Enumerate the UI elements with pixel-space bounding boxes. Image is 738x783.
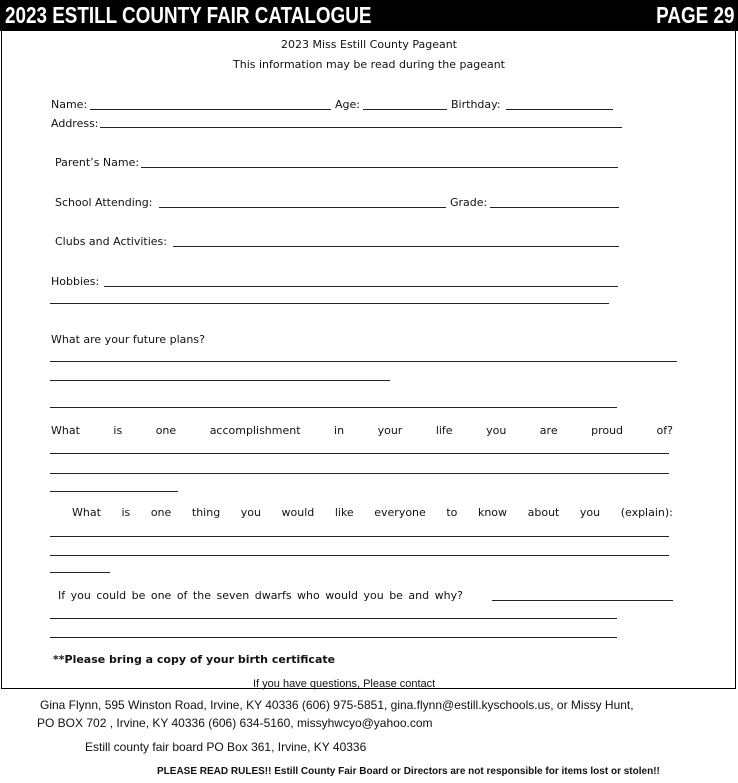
know-about-you-question (72, 506, 673, 519)
catalogue-header (0, 0, 738, 31)
know-word: everyone (374, 506, 426, 519)
form-subtitle: This information may be read during the pageant (233, 58, 505, 71)
acc-word: proud (591, 424, 624, 437)
future-plans-line-1[interactable] (50, 361, 677, 362)
rules-notice: PLEASE READ RULES!! Estill County Fair Board or Directors are not responsible for items lost or stolen!! (157, 766, 660, 777)
clubs-field[interactable] (173, 246, 619, 247)
age-field[interactable] (363, 109, 447, 110)
age-label: Age: (335, 98, 360, 111)
dwarfs-line-2[interactable] (50, 618, 617, 619)
dwarfs-field[interactable] (492, 600, 673, 601)
accomplishment-question (51, 424, 673, 437)
know-word: What (72, 506, 101, 519)
acc-word: in (334, 424, 345, 437)
accomplishment-line-3[interactable] (50, 491, 178, 492)
acc-word: are (539, 424, 558, 437)
know-word: you (240, 506, 261, 519)
parents-name-label: Parent’s Name: (55, 156, 140, 169)
acc-word: you (486, 424, 507, 437)
name-field[interactable] (90, 109, 331, 110)
address-field[interactable] (100, 127, 622, 128)
contact-line-1: Gina Flynn, 595 Winston Road, Irvine, KY 40336 (606) 975-5851, gina.flynn@estill.kyschools.us, or Missy Hunt, (40, 698, 634, 712)
know-word: you (579, 506, 601, 519)
know-word: thing (191, 506, 221, 519)
dwarfs-line-3[interactable] (50, 637, 617, 638)
birth-certificate-note: **Please bring a copy of your birth certificate (53, 653, 336, 666)
know-word: one (150, 506, 172, 519)
hobbies-field-line-2[interactable] (50, 303, 609, 304)
future-plans-label: What are your future plans? (51, 333, 205, 346)
know-about-you-line-2[interactable] (50, 555, 669, 556)
catalogue-title: 2023 ESTILL COUNTY FAIR CATALOGUE (5, 2, 372, 28)
acc-word: of? (656, 424, 673, 437)
name-label: Name: (51, 98, 88, 111)
birthday-field[interactable] (506, 109, 613, 110)
birthday-label: Birthday: (451, 98, 501, 111)
page-number: PAGE 29 (655, 2, 734, 28)
know-about-you-line-3[interactable] (50, 572, 110, 573)
school-field[interactable] (159, 207, 446, 208)
know-word: about (527, 506, 560, 519)
acc-word: your (377, 424, 403, 437)
future-plans-line-3[interactable] (50, 407, 617, 408)
hobbies-label: Hobbies: (51, 275, 100, 288)
grade-label: Grade: (450, 196, 488, 209)
future-plans-line-2[interactable] (50, 380, 390, 381)
acc-word: accomplishment (209, 424, 301, 437)
grade-field[interactable] (490, 207, 619, 208)
hobbies-field[interactable] (104, 286, 618, 287)
acc-word: life (435, 424, 453, 437)
form-title: 2023 Miss Estill County Pageant (281, 38, 457, 51)
know-word: know (477, 506, 508, 519)
contact-line-2: PO BOX 702 , Irvine, KY 40336 (606) 634-5160, missyhwcyo@yahoo.com (37, 716, 433, 730)
fair-board-address: Estill county fair board PO Box 361, Irvine, KY 40336 (85, 740, 367, 754)
acc-word: What (51, 424, 80, 437)
know-about-you-line-1[interactable] (50, 536, 669, 537)
contact-intro: If you have questions, Please contact (253, 678, 436, 690)
school-label: School Attending: (55, 196, 153, 209)
acc-word: is (113, 424, 123, 437)
know-word: like (334, 506, 354, 519)
accomplishment-line-2[interactable] (50, 473, 669, 474)
accomplishment-line-1[interactable] (50, 453, 669, 454)
know-word: (explain): (620, 506, 673, 519)
parents-name-field[interactable] (141, 167, 618, 168)
know-word: is (121, 506, 131, 519)
dwarfs-question: If you could be one of the seven dwarfs who would you be and why? (58, 589, 463, 602)
acc-word: one (155, 424, 177, 437)
know-word: to (446, 506, 458, 519)
address-label: Address: (51, 117, 99, 130)
clubs-label: Clubs and Activities: (55, 235, 167, 248)
know-word: would (281, 506, 315, 519)
